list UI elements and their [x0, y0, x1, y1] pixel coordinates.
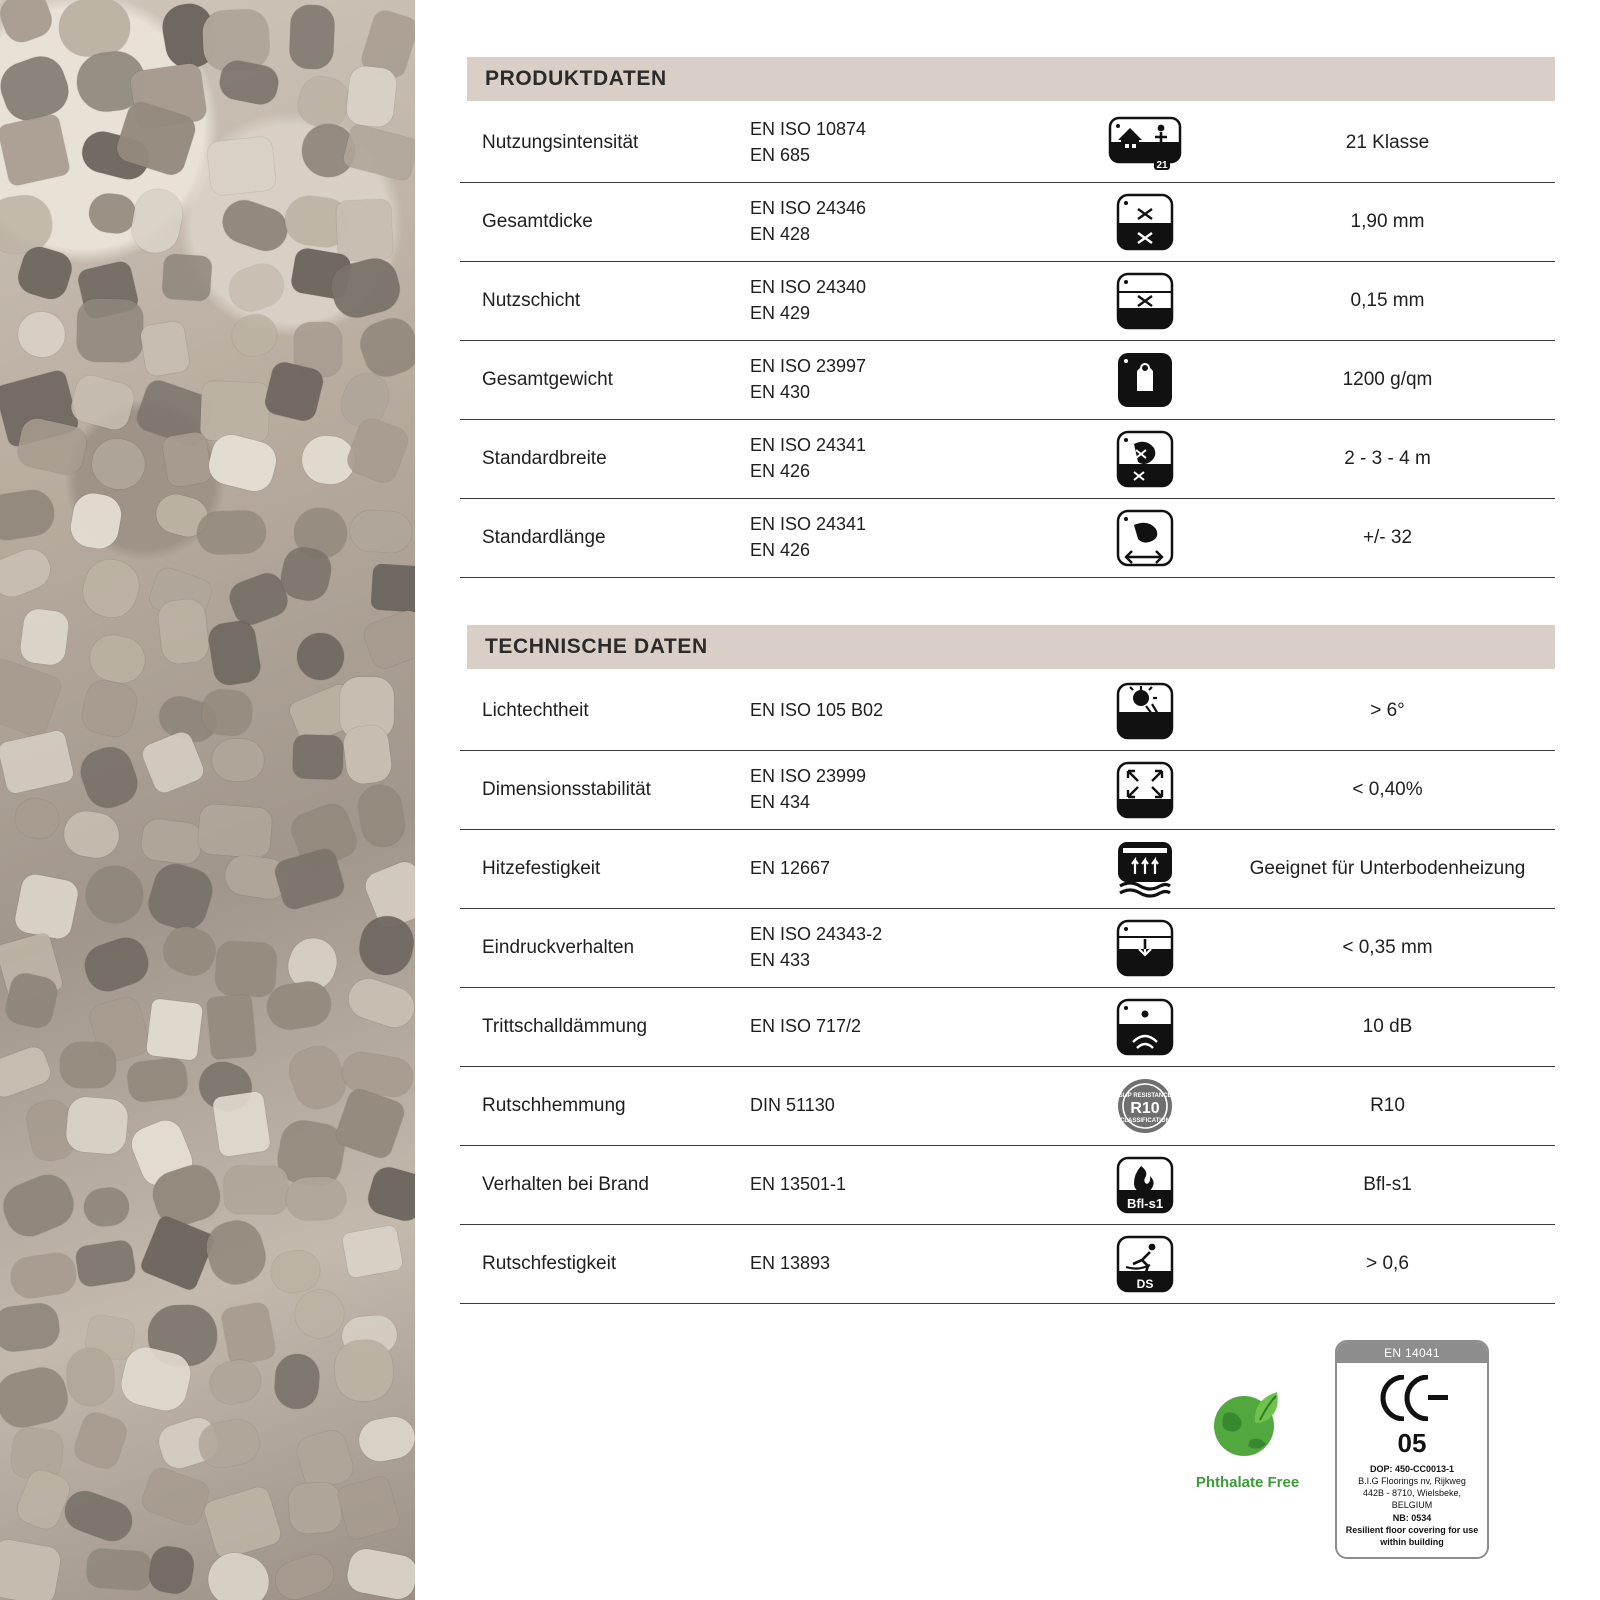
- norm-line: EN ISO 24341: [750, 514, 867, 535]
- norm-line: EN ISO 24341: [750, 435, 867, 456]
- dimensional-stability-arrows-icon: [1108, 761, 1182, 819]
- row-value: < 0,35 mm: [1342, 936, 1433, 958]
- row-norms: [750, 117, 1050, 168]
- total-weight-icon: [1108, 351, 1182, 409]
- row-icon-cell: [1050, 1077, 1240, 1135]
- row-label: Standardlänge: [482, 527, 606, 548]
- row-label: Gesamtdicke: [482, 211, 593, 232]
- row-norms: [750, 764, 1050, 815]
- norm-line: EN 434: [750, 792, 811, 812]
- roll-width-icon: [1108, 430, 1182, 488]
- norm-line: EN ISO 10874: [750, 119, 867, 140]
- footer-badges: [460, 1330, 1555, 1570]
- fire-behaviour-icon: [1108, 1156, 1182, 1214]
- row-label: Trittschalldämmung: [482, 1016, 648, 1037]
- norm-line: EN ISO 24346: [750, 198, 867, 219]
- table-row: [460, 420, 1555, 499]
- section-header-technische-daten: [460, 625, 1555, 669]
- row-norms: [750, 1014, 1050, 1040]
- row-label: Rutschfestigkeit: [482, 1253, 617, 1274]
- ce-usage-line-2: within building: [1380, 1536, 1444, 1547]
- table-row: [460, 672, 1555, 751]
- row-value: < 0,40%: [1352, 778, 1423, 800]
- total-thickness-icon: [1108, 193, 1182, 251]
- row-value: +/- 32: [1362, 526, 1413, 548]
- norm-line: EN 13501-1: [750, 1174, 847, 1195]
- ce-details: [1337, 1459, 1487, 1548]
- row-norms: [750, 433, 1050, 484]
- svg-text:21: 21: [1156, 160, 1168, 171]
- row-value: Bfl-s1: [1363, 1173, 1412, 1195]
- row-value: 10 dB: [1362, 1015, 1413, 1037]
- section-header-produktdaten: [460, 57, 1555, 101]
- row-icon-cell: [1050, 430, 1240, 488]
- roll-length-icon: [1108, 509, 1182, 567]
- norm-line: EN 430: [750, 382, 811, 402]
- row-icon-cell: [1050, 919, 1240, 977]
- ce-standard-label: EN 14041: [1337, 1342, 1487, 1363]
- phthalate-free-label: Phthalate Free: [1195, 1474, 1300, 1491]
- slip-resistance-ds-icon: [1108, 1235, 1182, 1293]
- product-photo-stone-mosaic: [0, 0, 415, 1600]
- row-norms: [750, 196, 1050, 247]
- phthalate-free-badge: [1160, 1370, 1335, 1491]
- row-icon-cell: [1050, 509, 1240, 567]
- row-norms: [750, 698, 1050, 724]
- table-row: [460, 1146, 1555, 1225]
- row-icon-cell: [1050, 761, 1240, 819]
- ce-marking-badge: [1335, 1340, 1489, 1559]
- row-norms: [750, 1093, 1050, 1119]
- row-icon-cell: [1050, 351, 1240, 409]
- norm-line: EN ISO 24340: [750, 277, 867, 298]
- row-icon-cell: [1050, 840, 1240, 898]
- row-value: 2 - 3 - 4 m: [1344, 447, 1431, 469]
- row-value: 1,90 mm: [1350, 210, 1425, 232]
- norm-line: EN 429: [750, 303, 811, 323]
- row-norms: [750, 354, 1050, 405]
- row-icon-cell: [1050, 682, 1240, 740]
- table-produktdaten: [460, 104, 1555, 578]
- norm-line: DIN 51130: [750, 1095, 835, 1116]
- norm-line: EN ISO 717/2: [750, 1016, 862, 1037]
- row-norms: [750, 275, 1050, 326]
- row-norms: [750, 1172, 1050, 1198]
- row-value: R10: [1370, 1094, 1405, 1116]
- row-label: Lichtechtheit: [482, 700, 589, 721]
- norm-line: EN 13893: [750, 1253, 831, 1274]
- row-icon-cell: [1050, 1235, 1240, 1293]
- norm-line: EN 685: [750, 145, 811, 165]
- svg-text:DS: DS: [1136, 1277, 1154, 1291]
- row-icon-cell: [1050, 114, 1240, 172]
- norm-line: EN 433: [750, 950, 811, 970]
- residual-indentation-icon: [1108, 919, 1182, 977]
- ce-usage-line-1: Resilient floor covering for use: [1345, 1524, 1479, 1535]
- norm-line: EN ISO 23997: [750, 356, 867, 377]
- row-value: > 0,6: [1366, 1252, 1409, 1274]
- row-label: Standardbreite: [482, 448, 607, 469]
- row-icon-cell: [1050, 1156, 1240, 1214]
- row-value: 1200 g/qm: [1342, 368, 1433, 390]
- norm-line: EN 428: [750, 224, 811, 244]
- table-technische-daten: [460, 672, 1555, 1304]
- svg-text:R10: R10: [1130, 1100, 1160, 1117]
- slip-resistance-r10-icon: [1108, 1077, 1182, 1135]
- table-row: [460, 183, 1555, 262]
- svg-text:CLASSIFICATION: CLASSIFICATION: [1120, 1118, 1170, 1124]
- norm-line: EN ISO 24343-2: [750, 924, 883, 945]
- impact-sound-icon: [1108, 998, 1182, 1056]
- row-norms: [750, 512, 1050, 563]
- row-norms: [750, 922, 1050, 973]
- row-label: Rutschhemmung: [482, 1095, 626, 1116]
- svg-text:SLIP RESISTANCE: SLIP RESISTANCE: [1118, 1093, 1172, 1099]
- row-norms: [750, 1251, 1050, 1277]
- ce-year: 05: [1397, 1428, 1427, 1458]
- header-accent-bar: [460, 625, 467, 669]
- norm-line: EN 426: [750, 461, 811, 481]
- ce-nb: NB: 0534: [1392, 1512, 1432, 1523]
- row-label: Dimensionsstabilität: [482, 779, 651, 800]
- table-row: [460, 830, 1555, 909]
- row-icon-cell: [1050, 998, 1240, 1056]
- table-row: [460, 499, 1555, 578]
- norm-line: EN ISO 105 B02: [750, 700, 884, 721]
- table-row: [460, 341, 1555, 420]
- norm-line: EN 12667: [750, 858, 831, 879]
- usage-class-house-person-icon: [1108, 114, 1182, 172]
- svg-text:Bfl-s1: Bfl-s1: [1126, 1196, 1164, 1211]
- norm-line: EN 426: [750, 540, 811, 560]
- table-row: [460, 104, 1555, 183]
- wear-layer-icon: [1108, 272, 1182, 330]
- ce-logo-icon: [1337, 1363, 1487, 1426]
- row-label: Eindruckverhalten: [482, 937, 635, 958]
- stone-texture-overlay: [0, 0, 415, 1600]
- row-value: > 6°: [1370, 699, 1405, 721]
- section-title: PRODUKTDATEN: [485, 67, 667, 90]
- table-row: [460, 262, 1555, 341]
- section-title: TECHNISCHE DATEN: [485, 635, 708, 658]
- ce-company: B.I.G Floorings nv, Rijkweg: [1358, 1476, 1466, 1487]
- table-row: [460, 1225, 1555, 1304]
- row-value: 0,15 mm: [1350, 289, 1425, 311]
- table-row: [460, 909, 1555, 988]
- table-row: [460, 988, 1555, 1067]
- row-value: Geeignet für Unterbodenheizung: [1249, 857, 1526, 879]
- row-label: Verhalten bei Brand: [482, 1174, 649, 1195]
- underfloor-heating-icon: [1108, 840, 1182, 898]
- ce-dop: DOP: 450-CC0013-1: [1369, 1464, 1455, 1474]
- row-label: Hitzefestigkeit: [482, 858, 601, 879]
- row-icon-cell: [1050, 272, 1240, 330]
- green-globe-leaf-icon: [1200, 1370, 1296, 1466]
- row-icon-cell: [1050, 193, 1240, 251]
- row-label: Nutzschicht: [482, 290, 581, 311]
- datasheet-content: [415, 0, 1600, 1600]
- light-fastness-sun-icon: [1108, 682, 1182, 740]
- header-accent-bar: [460, 57, 467, 101]
- row-label: Nutzungsintensität: [482, 132, 639, 153]
- table-row: [460, 751, 1555, 830]
- norm-line: EN ISO 23999: [750, 766, 867, 787]
- row-norms: [750, 856, 1050, 882]
- table-row: [460, 1067, 1555, 1146]
- ce-address: 442B - 8710, Wielsbeke, BELGIUM: [1362, 1488, 1462, 1511]
- row-value: 21 Klasse: [1345, 131, 1430, 153]
- row-label: Gesamtgewicht: [482, 369, 613, 390]
